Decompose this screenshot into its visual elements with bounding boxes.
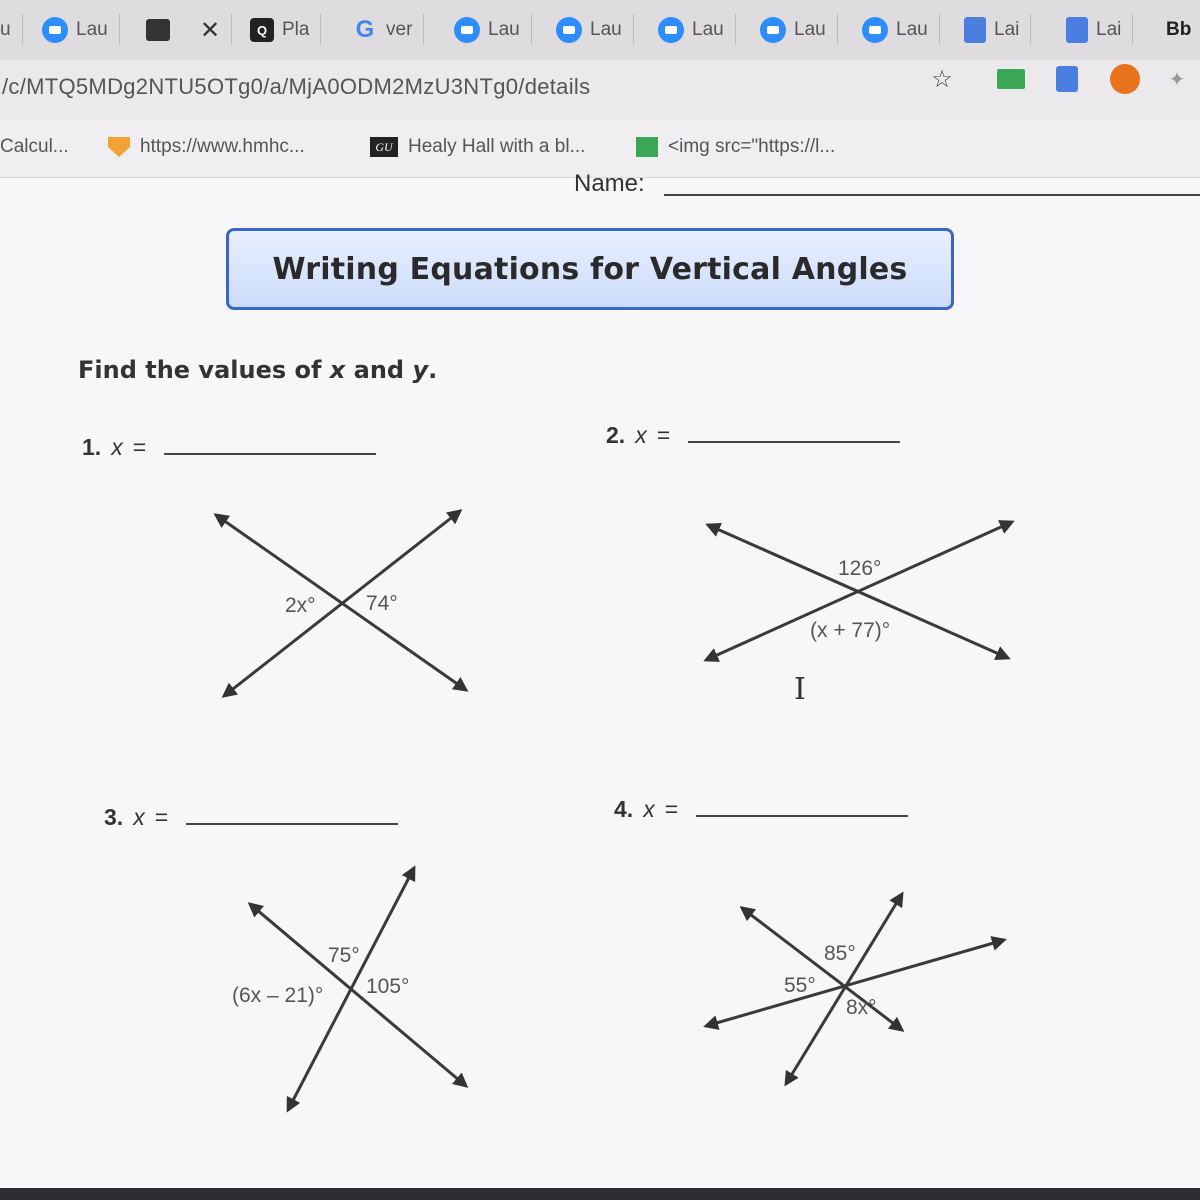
- tab-label: Lau: [794, 19, 826, 40]
- georgetown-icon: GU: [370, 137, 398, 157]
- angle-label: (x + 77)°: [810, 619, 891, 642]
- tab-zoom-5[interactable]: [760, 10, 826, 50]
- tab-label: Lau: [692, 19, 724, 40]
- classroom-icon: [146, 19, 170, 41]
- tab-separator: [423, 14, 424, 44]
- docs-icon: [1066, 17, 1088, 43]
- close-tab-icon[interactable]: ✕: [200, 16, 221, 44]
- tab-separator: [119, 14, 120, 44]
- problem-var: x: [133, 804, 145, 830]
- tab-zoom-1[interactable]: [42, 10, 108, 50]
- extension-profile-icon[interactable]: [1108, 62, 1142, 96]
- zoom-icon: [556, 17, 582, 43]
- bookmark-label: Healy Hall with a bl...: [408, 136, 586, 157]
- angle-diagrams: [0, 178, 1200, 1188]
- tab-separator: [231, 14, 232, 44]
- zoom-icon: [658, 17, 684, 43]
- bookmark-calculator[interactable]: [0, 136, 69, 158]
- zoom-icon: [760, 17, 786, 43]
- url-field[interactable]: /c/MTQ5MDg2NTU5OTg0/a/MjA0ODM2MzU3NTg0/details: [2, 74, 591, 99]
- google-icon: G: [355, 16, 375, 43]
- tab-label: u: [0, 19, 11, 40]
- tab-active-classroom[interactable]: [146, 10, 220, 50]
- bookmark-img-src[interactable]: [636, 136, 835, 158]
- instructions-suffix: .: [428, 356, 438, 384]
- zoom-icon: [862, 17, 888, 43]
- worksheet-title: Writing Equations for Vertical Angles: [272, 251, 908, 287]
- angle-label: 105°: [366, 975, 410, 998]
- tab-separator: [22, 14, 23, 44]
- tab-quizlet[interactable]: [250, 10, 309, 50]
- problem-equals: =: [154, 804, 169, 830]
- tab-google[interactable]: [352, 10, 412, 50]
- problem-number: 4.: [614, 796, 634, 822]
- p1-line-b: [224, 511, 460, 696]
- text-cursor-icon: I: [794, 672, 806, 707]
- bookmark-healy-hall[interactable]: [370, 136, 585, 158]
- worksheet-page: [0, 170, 1200, 1188]
- tab-separator: [320, 14, 321, 44]
- zoom-icon: [42, 17, 68, 43]
- angle-label: 126°: [838, 557, 882, 580]
- tab-label: Pla: [282, 19, 310, 40]
- problem-equals: =: [656, 422, 671, 448]
- extension-classroom-icon[interactable]: [994, 62, 1028, 96]
- angle-label: 8x°: [846, 996, 877, 1019]
- tab-label: Lau: [488, 19, 520, 40]
- tab-separator: [837, 14, 838, 44]
- problem-number: 2.: [606, 422, 626, 448]
- angle-label: 85°: [824, 942, 856, 965]
- problem-equals: =: [664, 796, 679, 822]
- bookmark-label: Calcul...: [0, 136, 69, 157]
- image-icon: [636, 137, 658, 157]
- docs-icon: [964, 17, 986, 43]
- angle-label: 75°: [328, 944, 360, 967]
- tab-label: Lau: [76, 19, 108, 40]
- zoom-icon: [454, 17, 480, 43]
- p4-line-a: [742, 908, 902, 1030]
- tab-label: ver: [386, 19, 413, 40]
- problem-var: x: [643, 796, 655, 822]
- bookmark-star-icon[interactable]: ☆: [931, 65, 953, 93]
- bookmark-label: https://www.hmhc...: [140, 136, 305, 157]
- name-label: Name:: [574, 170, 645, 197]
- tab-0[interactable]: [0, 10, 11, 50]
- tab-label: Bb: [1166, 19, 1192, 40]
- tab-strip: [0, 0, 1200, 60]
- tab-separator: [735, 14, 736, 44]
- instructions-var-y: y: [412, 356, 429, 384]
- tab-separator: [633, 14, 634, 44]
- problem-number: 1.: [82, 434, 102, 460]
- tab-label: Lai: [1096, 19, 1122, 40]
- problem-number: 3.: [104, 804, 124, 830]
- angle-label: (6x – 21)°: [232, 984, 324, 1007]
- tab-label: Lai: [994, 19, 1020, 40]
- bookmark-hmhco[interactable]: [108, 136, 305, 158]
- tab-separator: [939, 14, 940, 44]
- angle-label: 55°: [784, 974, 816, 997]
- tab-zoom-2[interactable]: [454, 10, 520, 50]
- instructions-var-x: x: [329, 356, 346, 384]
- shield-icon: [108, 137, 130, 157]
- tab-separator: [1030, 14, 1031, 44]
- tab-docs-1[interactable]: [964, 10, 1019, 50]
- tab-blackboard[interactable]: [1166, 10, 1191, 50]
- instructions-prefix: Find the values of: [78, 356, 330, 384]
- tab-label: Lau: [590, 19, 622, 40]
- instructions-mid: and: [345, 356, 413, 384]
- angle-label: 2x°: [285, 594, 316, 617]
- taskbar: [0, 1188, 1200, 1200]
- angle-label: 74°: [366, 592, 398, 615]
- bookmark-label: <img src="https://l...: [668, 136, 836, 157]
- extension-translate-icon[interactable]: [1050, 62, 1084, 96]
- tab-label: Lau: [896, 19, 928, 40]
- problem-equals: =: [132, 434, 147, 460]
- tab-zoom-3[interactable]: [556, 10, 622, 50]
- tab-separator: [1132, 14, 1133, 44]
- tab-separator: [531, 14, 532, 44]
- problem-var: x: [635, 422, 647, 448]
- quizlet-icon: Q: [250, 18, 274, 42]
- tab-docs-2[interactable]: [1066, 10, 1121, 50]
- problem-var: x: [111, 434, 123, 460]
- tab-zoom-4[interactable]: [658, 10, 724, 50]
- extension-puzzle-icon[interactable]: ✦: [1168, 68, 1186, 91]
- tab-zoom-6[interactable]: [862, 10, 928, 50]
